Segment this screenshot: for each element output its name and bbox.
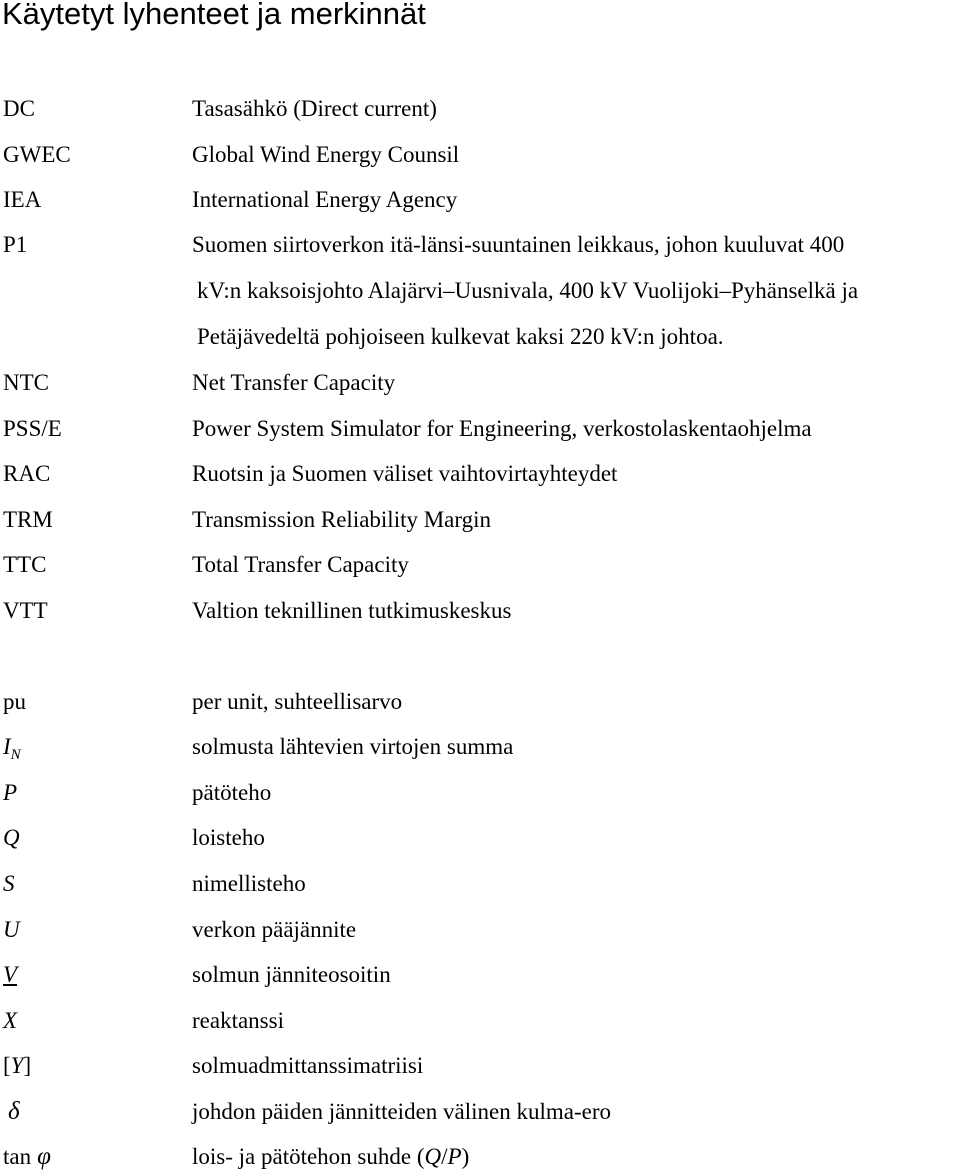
symbol-term: V (3, 962, 18, 987)
symbol-row (0, 1006, 960, 1040)
symbol-term: X (3, 1008, 18, 1033)
symbol-description: pätöteho (192, 780, 272, 805)
symbol-term: U (3, 917, 20, 942)
abbreviation-row (0, 140, 960, 174)
symbol-variable: Y (10, 1053, 24, 1078)
abbreviation-row (0, 368, 960, 402)
symbol-description: solmusta lähtevien virtojen summa (192, 734, 514, 759)
symbol-variable: I (3, 734, 11, 759)
abbreviation-term: NTC (3, 370, 49, 395)
abbreviation-term: TTC (3, 552, 47, 577)
symbol-description: per unit, suhteellisarvo (192, 689, 403, 714)
bracket-close: ] (23, 1053, 32, 1078)
symbol-row (0, 823, 960, 857)
abbreviation-row (0, 94, 960, 128)
abbreviation-row (0, 230, 960, 360)
symbol-description: solmun jänniteosoitin (192, 962, 391, 987)
symbol-row (0, 687, 960, 721)
symbol-term: P (3, 780, 18, 805)
abbreviation-row (0, 414, 960, 448)
symbol-row (0, 778, 960, 812)
symbol-description: reaktanssi (192, 1008, 284, 1033)
abbreviation-description-continuation: Petäjävedeltä pohjoiseen kulkevat kaksi 220 kV:n johtoa. (197, 324, 724, 349)
abbreviation-description: Transmission Reliability Margin (192, 507, 492, 532)
symbol-row (0, 732, 960, 766)
symbol-row (0, 1051, 960, 1085)
abbreviation-description: Suomen siirtoverkon itä-länsi-suuntainen leikkaus, johon kuuluvat 400 (192, 232, 845, 257)
abbreviation-term: IEA (3, 187, 42, 212)
symbol-term: Q (3, 825, 20, 850)
symbol-term: pu (3, 689, 26, 714)
page-title: Käytetyt lyhenteet ja merkinnät (2, 0, 426, 31)
abbreviation-description: Ruotsin ja Suomen väliset vaihtovirtayhteydet (192, 461, 618, 486)
description-slash: / (441, 1144, 448, 1169)
abbreviation-description: International Energy Agency (192, 187, 458, 212)
abbreviation-description: Net Transfer Capacity (192, 370, 396, 395)
abbreviation-term: P1 (3, 232, 28, 257)
abbreviation-term: RAC (3, 461, 51, 486)
symbol-description (192, 1142, 469, 1172)
symbol-row (0, 1142, 960, 1176)
symbol-description: loisteho (192, 825, 265, 850)
symbol-term (3, 1142, 51, 1172)
abbreviation-description-continuation: kV:n kaksoisjohto Alajärvi–Uusnivala, 400 kV Vuolijoki–Pyhänselkä ja (197, 278, 859, 303)
abbreviation-row (0, 459, 960, 493)
symbol-description: nimellisteho (192, 871, 306, 896)
abbreviation-row (0, 596, 960, 630)
bracket-open: [ (3, 1053, 11, 1078)
symbol-row (0, 960, 960, 994)
abbreviation-description: Valtion teknillinen tutkimuskeskus (192, 598, 512, 623)
symbol-term (3, 1051, 31, 1081)
abbreviation-term: TRM (3, 507, 53, 532)
symbol-row (0, 915, 960, 949)
symbol-description: verkon pääjännite (192, 917, 357, 942)
abbreviation-row (0, 505, 960, 539)
symbol-term: δ (8, 1098, 20, 1125)
symbol-term (3, 732, 21, 770)
abbreviation-row (0, 550, 960, 584)
description-p: P (447, 1144, 462, 1169)
abbreviation-row (0, 185, 960, 219)
symbol-description: johdon päiden jännitteiden välinen kulma-ero (192, 1099, 611, 1124)
tan-label: tan (3, 1144, 32, 1169)
abbreviation-description: Global Wind Energy Counsil (192, 142, 460, 167)
abbreviation-description: Power System Simulator for Engineering, verkostolaskentaohjelma (192, 416, 812, 441)
abbreviation-term: PSS/E (3, 416, 62, 441)
symbol-row (0, 1097, 960, 1131)
description-close: ) (461, 1144, 470, 1169)
symbol-description: solmuadmittanssimatriisi (192, 1053, 424, 1078)
abbreviation-term: GWEC (3, 142, 71, 167)
symbol-term: S (3, 871, 15, 896)
description-q: Q (424, 1144, 442, 1169)
description-text: lois- ja pätötehon suhde ( (192, 1144, 425, 1169)
symbol-subscript: N (10, 747, 21, 763)
abbreviation-description: Total Transfer Capacity (192, 552, 409, 577)
symbol-row (0, 869, 960, 903)
abbreviation-term: DC (3, 96, 35, 121)
abbreviation-term: VTT (3, 598, 48, 623)
phi-symbol: φ (37, 1143, 51, 1170)
abbreviation-description: Tasasähkö (Direct current) (192, 96, 437, 121)
